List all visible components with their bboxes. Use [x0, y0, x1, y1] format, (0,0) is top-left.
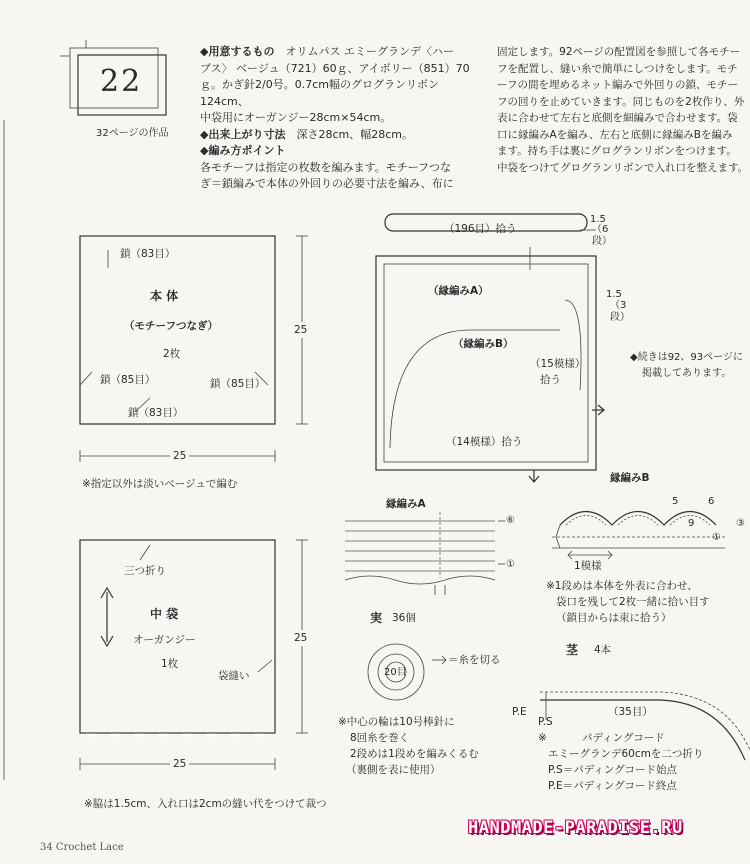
- edging-a-label: （縁編みA）: [428, 285, 489, 297]
- stem-pe-def: P.E＝パディングコード終点: [548, 780, 677, 792]
- fruit-note3: 2段めは1段めを編みくるむ: [350, 748, 479, 760]
- bottom-pickup-label: （14模様）拾う: [446, 436, 523, 448]
- edging-b-note1: ※1段めは本体を外表に合わせ、: [546, 580, 698, 592]
- page-footer: [40, 842, 124, 853]
- dim-top: 1.5: [590, 214, 606, 225]
- materials-line4: 中袋用にオーガンジー28cm×54cm。: [200, 111, 392, 124]
- stem-cord-desc: エミーグランデ60cmを二つ折り: [548, 748, 704, 760]
- stem-ps: P.S: [538, 716, 553, 728]
- size-value: 深さ28cm、幅28cm。: [296, 127, 413, 141]
- edging-a-row1: ①: [506, 559, 515, 570]
- edging-b-row1: ①: [712, 532, 721, 543]
- right-line8: 中袋をつけてグログランリボンで入れ口を整えます。: [497, 161, 749, 174]
- lining-title: 中 袋: [150, 607, 179, 621]
- body-right-label: 鎖（85目）: [210, 378, 266, 390]
- body-note: ※指定以外は淡いベージュで編む: [82, 478, 238, 490]
- materials-line3: ｇ。かぎ針2/0号。0.7cm幅のグログランリボン124cm、: [200, 78, 439, 108]
- continue-note-1: ◆続きは92、93ページに: [630, 352, 743, 363]
- lining-material: オーガンジー: [133, 634, 196, 646]
- lining-count: 1枚: [161, 658, 179, 670]
- edging-a-title: 縁編みA: [386, 498, 426, 510]
- dim-top-rows: （6段）: [592, 224, 612, 247]
- body-height-dim: 25: [294, 324, 308, 336]
- points-label: ◆編み方ポイント: [200, 144, 286, 157]
- body-title: 本 体: [150, 289, 179, 303]
- edging-b-note3: （鎖目からは束に拾う）: [556, 612, 672, 624]
- edging-b-repeat: 1模様: [574, 560, 602, 572]
- lining-note: ※脇は1.5cm、入れ口は2cmの縫い代をつけて裁つ: [84, 798, 327, 810]
- edging-b-scallops: [552, 512, 725, 549]
- continue-note-2: 掲載してあります。: [642, 368, 732, 379]
- watermark: HANDMADE-PARADISE.RU: [468, 818, 683, 838]
- edging-b-label: （縁編みB）: [453, 338, 514, 350]
- stem-stitches: （35目）: [608, 706, 653, 718]
- body-top-label: 鎖（83目）: [120, 248, 176, 260]
- lining-seam: 袋縫い: [218, 670, 250, 682]
- side-pickup-2: 拾う: [540, 374, 561, 386]
- stem-pe: P.E: [512, 706, 527, 718]
- materials-label: ◆用意するもの: [200, 45, 275, 58]
- lining-width-dim: 25: [170, 756, 189, 772]
- page-number: 34: [40, 842, 53, 853]
- lining-fold-label: 三つ折り: [124, 565, 166, 577]
- top-pickup-label: （196目）拾う: [444, 223, 517, 235]
- body-width-dim: 25: [170, 448, 189, 464]
- materials-block: [200, 44, 485, 193]
- stem-count: 4本: [594, 644, 612, 656]
- right-line6: 口に縁編みAを編み、左右と底側に縁編みBを編み: [497, 128, 733, 141]
- dim-side: 1.5: [606, 289, 622, 300]
- right-line2: フを配置し、縫い糸で簡単にしつけをします。モチ: [497, 62, 738, 75]
- edging-a-row6: ⑥: [506, 515, 515, 526]
- edging-a-grid: [345, 512, 495, 578]
- dim-side-rows: （3段）: [610, 300, 630, 323]
- pattern-number: 22: [100, 64, 143, 99]
- right-line7: ます。持ち手は裏にグログランリボンをつけます。: [497, 145, 737, 157]
- body-left-label: 鎖（85目）: [100, 374, 156, 386]
- points-line2: ぎ＝鎖編みで本体の外回りの必要寸法を編み、布に: [200, 177, 454, 190]
- body-bottom-label: 鎖（83目）: [128, 407, 184, 419]
- stem-ps-def: P.S＝パディングコード始点: [548, 764, 677, 776]
- fruit-count: 36個: [392, 612, 416, 624]
- right-text-block: [497, 44, 750, 176]
- right-line4: フの回りを止めていきます。同じものを2枚作り、外: [497, 95, 745, 108]
- fruit-title: 実: [370, 611, 383, 625]
- edging-b-label-6: 6: [708, 496, 715, 507]
- points-line1: 各モチーフは指定の枚数を編みます。モチーフつな: [200, 160, 452, 174]
- stem-title: 茎: [566, 643, 579, 657]
- right-line5: 表に合わせて左右と底側を細編みで合わせます。袋: [497, 112, 738, 124]
- fruit-legend: ＝糸を切る: [448, 654, 501, 666]
- fruit-center: 20目: [384, 667, 407, 678]
- materials-line2: ブス〉 ベージュ（721）60ｇ、アイボリー（851）70: [200, 61, 470, 75]
- right-line1: 固定します。92ページの配置図を参照して各モチー: [497, 46, 741, 58]
- stem-cord-mark: ※: [538, 732, 547, 744]
- work-page-ref: 32ページの作品: [96, 128, 169, 139]
- magazine-name: Crochet Lace: [55, 842, 124, 853]
- edging-b-label-5: 5: [672, 496, 679, 507]
- right-line3: ーフの間を埋めるネット編みで外回りの鎖、モチー: [497, 79, 738, 91]
- body-subtitle: （モチーフつなぎ）: [124, 320, 218, 332]
- edging-b-row3: ③: [736, 518, 745, 529]
- fruit-note1: ※中心の輪は10号棒針に: [338, 716, 455, 728]
- size-label: ◆出来上がり寸法: [200, 127, 286, 141]
- fruit-note2: 8回糸を巻く: [350, 732, 410, 744]
- edging-b-title: 縁編みB: [610, 472, 650, 484]
- lining-height-dim: 25: [294, 632, 308, 644]
- stem-cord-title: パディングコード: [582, 732, 665, 744]
- materials-line1: オリムパス エミーグランデ〈ハー: [285, 45, 454, 58]
- side-pickup-1: （15模様）: [530, 358, 586, 370]
- fruit-note4: （裏側を表に使用）: [346, 764, 441, 776]
- edging-b-label-9: 9: [688, 518, 695, 529]
- edging-b-note2: 袋口を残して2枚一緒に拾い目す: [556, 596, 710, 608]
- body-count: 2枚: [163, 348, 181, 360]
